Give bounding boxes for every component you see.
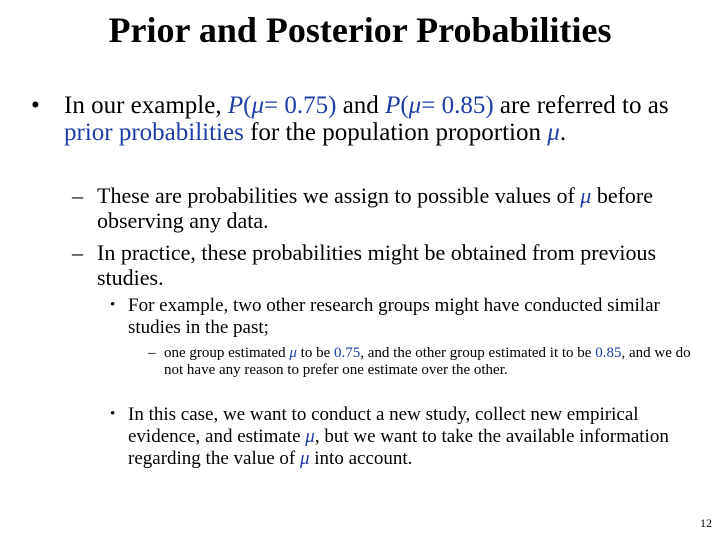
- bullet-marker: •: [110, 406, 116, 422]
- prior-expression-1: [228, 92, 337, 119]
- subsubbullet-new-study: [110, 404, 690, 470]
- text-run: into account.: [309, 448, 413, 469]
- symbol-p: P: [385, 92, 401, 119]
- text-run: .: [559, 119, 567, 146]
- bullet-marker: –: [72, 183, 83, 208]
- expression-value: = 0.85): [421, 92, 494, 119]
- text-run: In our example,: [64, 92, 228, 119]
- bullet-marker: –: [72, 240, 83, 265]
- bullet-text: For example, two other research groups might have conducted similar studies in the past;: [128, 295, 660, 338]
- page-number: 12: [700, 516, 712, 530]
- symbol-mu: μ: [580, 183, 592, 208]
- text-run: , but we want to take the available information regarding the value of: [128, 426, 669, 469]
- bullet-marker: –: [148, 345, 156, 361]
- text-run: , and we do not have any reason to prefer one estimate over the other.: [164, 345, 691, 378]
- term-prior-probabilities: prior probabilities: [64, 119, 244, 146]
- text-run: In this case, we want to conduct a new study, collect new empirical evidence, and estimate: [128, 404, 639, 447]
- paren-open: (: [243, 92, 252, 119]
- text-run: are referred to as: [493, 92, 669, 119]
- bullet-marker: •: [31, 92, 40, 119]
- subbullet-previous-studies: [72, 240, 697, 290]
- prior-expression-2: [385, 92, 494, 119]
- text-run: one group estimated: [164, 345, 290, 361]
- symbol-mu: μ: [547, 119, 560, 146]
- slide-title: Prior and Posterior Probabilities: [108, 10, 612, 50]
- text-run: , and the other group estimated it to be: [360, 345, 596, 361]
- symbol-p: P: [227, 92, 244, 119]
- bullet-text: In practice, these probabilities might be obtained from previous studies.: [97, 240, 657, 290]
- expression-value: = 0.75): [264, 92, 337, 119]
- symbol-mu: μ: [299, 448, 310, 469]
- text-run: for the population proportion: [243, 119, 548, 146]
- subsubbullet-other-groups: [110, 295, 690, 339]
- text-run: and: [336, 92, 386, 119]
- text-run: to be: [296, 345, 334, 361]
- bullet-text: [97, 183, 697, 233]
- paren-open: (: [400, 92, 409, 119]
- symbol-mu: μ: [408, 92, 422, 119]
- bullet-marker: •: [110, 297, 116, 313]
- value-0-85: 0.85: [595, 345, 622, 361]
- symbol-mu: μ: [289, 345, 297, 361]
- text-run: before observing any data.: [97, 183, 654, 233]
- text-run: These are probabilities we assign to possible values of: [97, 183, 581, 208]
- bullet-text: [164, 345, 693, 379]
- symbol-mu: μ: [305, 426, 315, 447]
- value-0-75: 0.75: [334, 345, 361, 361]
- symbol-mu: μ: [251, 92, 265, 119]
- bullet-prior-probabilities: [31, 92, 698, 146]
- bullet-text: [128, 404, 690, 470]
- bullet-text: [64, 92, 698, 146]
- level4-bullet-estimates: [148, 345, 693, 379]
- subbullet-before-data: [72, 183, 697, 233]
